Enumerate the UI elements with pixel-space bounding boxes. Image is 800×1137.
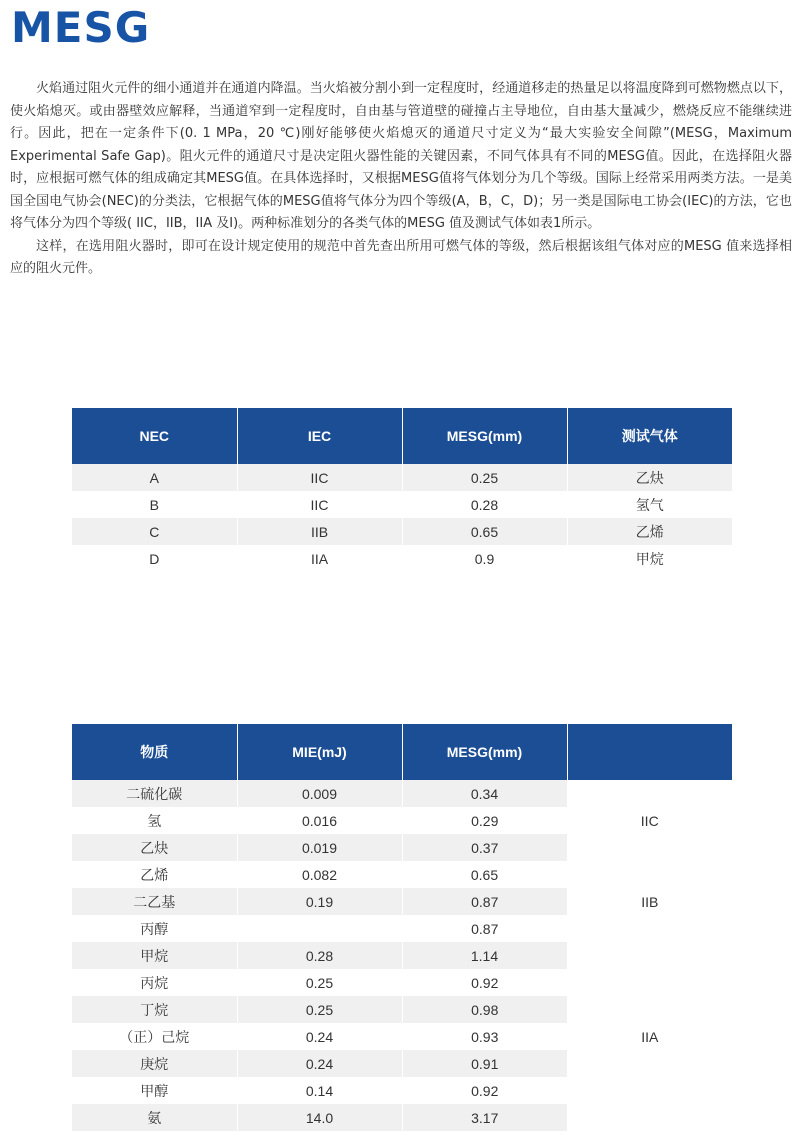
substance-cell: 氢 — [72, 807, 237, 834]
substance-cell: 乙炔 — [72, 834, 237, 861]
mie-cell: 0.082 — [237, 861, 402, 888]
substance-cell: 乙烯 — [72, 861, 237, 888]
substance-cell: 甲醇 — [72, 1077, 237, 1104]
substance-cell: 氨 — [72, 1104, 237, 1131]
substance-mie-mesg-table — [72, 724, 732, 1131]
table-header-row — [72, 408, 732, 464]
mesg-cell: 0.98 — [402, 996, 567, 1023]
substance-cell: 甲烷 — [72, 942, 237, 969]
mesg-cell: 3.17 — [402, 1104, 567, 1131]
mie-cell: 14.0 — [237, 1104, 402, 1131]
mesg-cell: 0.25 — [402, 464, 567, 491]
mesg-cell: 0.65 — [402, 861, 567, 888]
iec-cell: IIB — [237, 518, 402, 545]
iec-cell: IIC — [237, 464, 402, 491]
page-title: MESG — [11, 3, 151, 52]
mie-cell: 0.24 — [237, 1023, 402, 1050]
intro-paragraph-1: 火焰通过阻火元件的细小通道并在通道内降温。当火焰被分割小到一定程度时，经通道移走的热量足以将温度降到可燃物燃点以下，使火焰熄灭。或由器壁效应解释，当通道窄到一定程度时，自由基与管道壁的碰撞占主导地位，自由基大量减少，燃烧反应不能继续进行。因此，把在一定条件下(0. 1 MPa，20 ℃)刚好能够使火焰熄灭的通道尺寸定义为“最大实验安全间隙”(MESG，Maximum Experimental Safe Gap)。阻火元件的通道尺寸是决定阻火器性能的关键因素，不同气体具有不同的MESG值。因此，在选择阻火器时，应根据可燃气体的组成确定其MESG值。在具体选择时，又根据MESG值将气体划分为几个等级。国际上经常采用两类方法。一是美国全国电气协会(NEC)的分类法，它根据气体的MESG值将气体分为四个等级(A，B，C，D)；另一类是国际电工协会(IEC)的方法，它也将气体分为四个等级( IIC，IIB，IIA 及I)。两种标准划分的各类气体的MESG 值及测试气体如表1所示。 — [10, 81, 792, 231]
gas-group-cell: IIA — [567, 942, 732, 1131]
header-mie: MIE(mJ) — [237, 724, 402, 780]
mesg-cell: 0.87 — [402, 915, 567, 942]
mie-cell: 0.19 — [237, 888, 402, 915]
substance-cell: 丙烷 — [72, 969, 237, 996]
iec-cell: IIC — [237, 491, 402, 518]
header-mesg: MESG(mm) — [402, 408, 567, 464]
mie-cell: 0.016 — [237, 807, 402, 834]
intro-paragraph-2: 这样，在选用阻火器时，即可在设计规定使用的规范中首先查出所用可燃气体的等级，然后根据该组气体对应的MESG 值来选择相应的阻火元件。 — [10, 238, 792, 276]
header-test-gas: 测试气体 — [567, 408, 732, 464]
mesg-cell: 0.91 — [402, 1050, 567, 1077]
table-row — [72, 861, 732, 888]
mie-cell: 0.25 — [237, 996, 402, 1023]
table-header-row — [72, 724, 732, 780]
gas-group-cell: IIB — [567, 861, 732, 942]
mesg-cell: 0.87 — [402, 888, 567, 915]
nec-cell: B — [72, 491, 237, 518]
mesg-cell: 1.14 — [402, 942, 567, 969]
nec-iec-mesg-table — [72, 408, 732, 572]
table-row — [72, 780, 732, 807]
table-row — [72, 942, 732, 969]
header-substance: 物质 — [72, 724, 237, 780]
mie-cell: 0.24 — [237, 1050, 402, 1077]
mesg-cell: 0.29 — [402, 807, 567, 834]
test-gas-cell: 乙烯 — [567, 518, 732, 545]
substance-cell: 丙醇 — [72, 915, 237, 942]
header-iec: IEC — [237, 408, 402, 464]
nec-cell: C — [72, 518, 237, 545]
mie-cell: 0.25 — [237, 969, 402, 996]
iec-cell: IIA — [237, 545, 402, 572]
substance-cell: 二乙基 — [72, 888, 237, 915]
mie-cell: 0.009 — [237, 780, 402, 807]
nec-cell: D — [72, 545, 237, 572]
mesg-cell: 0.92 — [402, 1077, 567, 1104]
mie-cell: 0.019 — [237, 834, 402, 861]
table-row — [72, 464, 732, 491]
mie-cell: 0.14 — [237, 1077, 402, 1104]
substance-cell: （正）己烷 — [72, 1023, 237, 1050]
mie-cell: 0.28 — [237, 942, 402, 969]
mie-cell — [237, 915, 402, 942]
table-row — [72, 545, 732, 572]
header-mesg: MESG(mm) — [402, 724, 567, 780]
substance-cell: 庚烷 — [72, 1050, 237, 1077]
test-gas-cell: 氢气 — [567, 491, 732, 518]
mesg-cell: 0.37 — [402, 834, 567, 861]
substance-cell: 丁烷 — [72, 996, 237, 1023]
header-group — [567, 724, 732, 780]
mesg-cell: 0.28 — [402, 491, 567, 518]
mesg-cell: 0.93 — [402, 1023, 567, 1050]
mesg-cell: 0.92 — [402, 969, 567, 996]
substance-cell: 二硫化碳 — [72, 780, 237, 807]
mesg-cell: 0.34 — [402, 780, 567, 807]
mesg-cell: 0.9 — [402, 545, 567, 572]
header-nec: NEC — [72, 408, 237, 464]
table-row — [72, 518, 732, 545]
gas-group-cell: IIC — [567, 780, 732, 861]
nec-cell: A — [72, 464, 237, 491]
intro-text — [10, 78, 792, 281]
test-gas-cell: 甲烷 — [567, 545, 732, 572]
mesg-cell: 0.65 — [402, 518, 567, 545]
table-row — [72, 491, 732, 518]
test-gas-cell: 乙炔 — [567, 464, 732, 491]
